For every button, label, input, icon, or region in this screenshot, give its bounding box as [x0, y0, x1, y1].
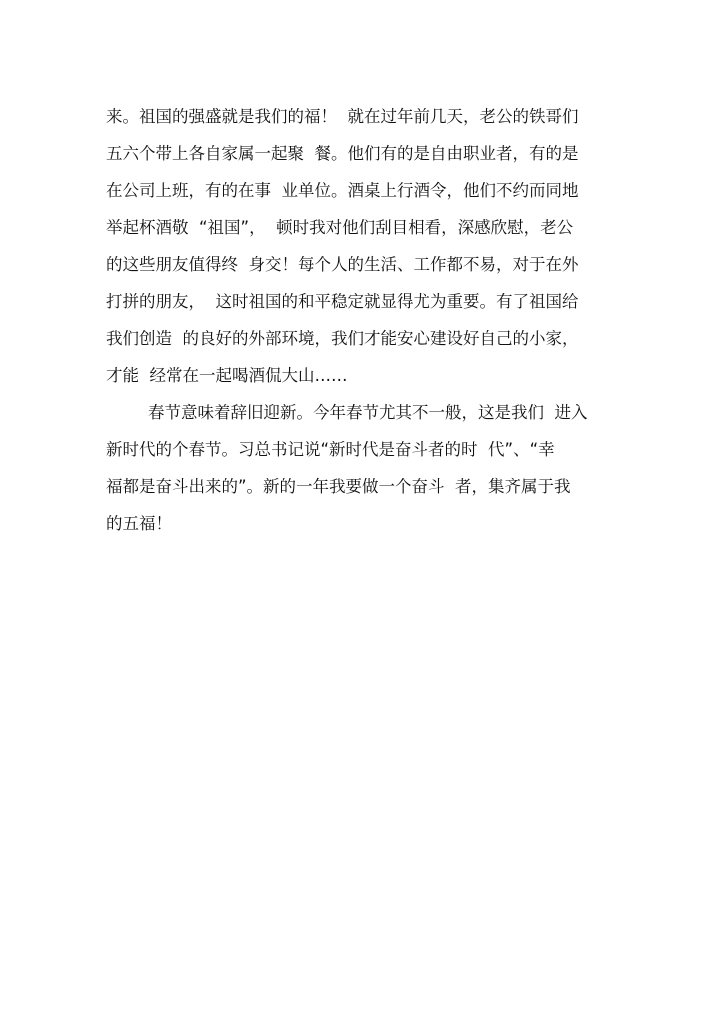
text-line-4: 举起杯酒敬 “祖国”， 顿时我对他们刮目相看，深感欣慰，老公	[106, 218, 574, 237]
text-line-6: 打拼的朋友， 这时祖国的和平稳定就显得尤为重要。有了祖国给	[106, 292, 579, 311]
text-line-11: 福都是奋斗出来的”。新的一年我要做一个奋斗 者，集齐属于我	[106, 477, 571, 496]
text-line-10: 新时代的个春节。习总书记说“新时代是奋斗者的时 代”、“幸	[106, 440, 555, 459]
text-line-1: 来。祖国的强盛就是我们的福！ 就在过年前几天，老公的铁哥们	[106, 107, 579, 126]
text-line-12: 的五福！	[106, 514, 172, 533]
body-text	[106, 98, 616, 542]
text-line-7: 我们创造 的良好的外部环境，我们才能安心建设好自己的小家，	[106, 329, 579, 348]
text-line-8: 才能 经常在一起喝酒侃大山……	[106, 366, 348, 385]
text-line-9: 春节意味着辞旧迎新。今年春节尤其不一般，这是我们 进入	[106, 403, 588, 422]
text-line-5: 的这些朋友值得终 身交！每个人的生活、工作都不易，对于在外	[106, 255, 579, 274]
text-line-2: 五六个带上各自家属一起聚 餐。他们有的是自由职业者，有的是	[106, 144, 579, 163]
text-line-3: 在公司上班，有的在事 业单位。酒桌上行酒令，他们不约而同地	[106, 181, 579, 200]
